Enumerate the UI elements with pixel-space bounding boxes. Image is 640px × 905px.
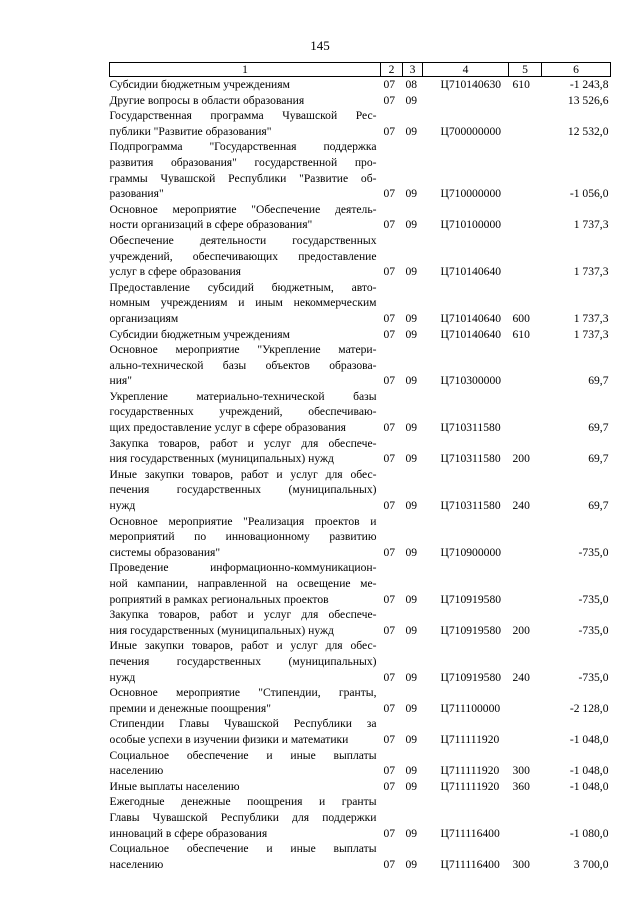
cell-c3: 08: [405, 78, 418, 91]
cell-c6: -1 080,0: [569, 826, 609, 840]
cell-c3: 09: [405, 701, 418, 715]
row-name: Основное мероприятие "Укрепление матери- ально-технической базы объектов образова- ния": [109, 343, 377, 388]
cell-c5: 600: [512, 311, 530, 325]
cell-c6: 13 526,6: [567, 93, 609, 107]
cell-c3: 09: [405, 623, 418, 637]
header-col-2: 2: [381, 63, 403, 77]
row-name: Субсидии бюджетным учреждениям: [109, 327, 290, 341]
cell-c5: 300: [512, 857, 530, 871]
cell-c6: -735,0: [578, 670, 609, 684]
cell-c5: 240: [512, 670, 530, 684]
cell-c5: 300: [512, 764, 530, 778]
table-row: [110, 607, 611, 638]
cell-c3: 09: [405, 421, 418, 435]
cell-c2: 07: [383, 857, 396, 871]
header-col-3: 3: [403, 63, 423, 77]
table-row: [110, 514, 611, 561]
cell-c4: Ц710140640: [440, 311, 502, 325]
cell-c6: -735,0: [578, 545, 609, 559]
cell-c2: 07: [383, 265, 396, 279]
cell-c4: Ц710311580: [440, 499, 501, 513]
cell-c3: 09: [405, 187, 418, 201]
cell-c5: 200: [512, 452, 530, 466]
row-name: Укрепление материально-технической базы государственных учреждений, обеспечиваю- щих предоставление услуг в сфере образования: [109, 389, 377, 435]
table-row: [110, 560, 611, 607]
table-row: [110, 77, 611, 93]
header-col-5: 5: [509, 63, 542, 77]
row-name: Обеспечение деятельности государственных учреждений, обеспечивающих предоставление услуг в сфере образования: [109, 233, 377, 279]
cell-c2: 07: [383, 732, 396, 746]
cell-c3: 09: [405, 452, 418, 466]
table-row: [110, 748, 611, 779]
cell-c4: Ц710919580: [440, 623, 502, 637]
cell-c2: 07: [383, 93, 396, 107]
cell-c4: Ц710140630: [440, 78, 502, 91]
cell-c3: 09: [405, 857, 418, 871]
cell-c6: 69,7: [588, 452, 609, 466]
table-body: [110, 77, 611, 873]
cell-c2: 07: [383, 826, 396, 840]
cell-c5: [509, 342, 542, 389]
cell-c6: -2 128,0: [569, 701, 609, 715]
cell-c2: 07: [383, 218, 396, 232]
cell-c2: 07: [383, 670, 396, 684]
table-row: [110, 233, 611, 280]
row-name: Подпрограмма "Государственная поддержка развития образования" государственной про- граммы Чувашской Республики "Развитие об- разования": [109, 140, 377, 201]
cell-c4: Ц710300000: [440, 374, 502, 388]
cell-c5: [509, 794, 542, 841]
cell-c2: 07: [383, 545, 396, 559]
row-name: Государственная программа Чувашской Рес- публики "Развитие образования": [109, 109, 377, 138]
table-row: [110, 779, 611, 795]
header-col-6: 6: [542, 63, 611, 77]
row-name: Иные закупки товаров, работ и услуг для обес- печения государственных (муниципальных) нужд: [109, 467, 377, 513]
cell-c4: Ц710140640: [440, 265, 502, 279]
cell-c4: Ц711111920: [440, 779, 500, 793]
table-row: [110, 436, 611, 467]
cell-c5: 610: [512, 78, 530, 91]
row-name: Проведение информационно-коммуникацион- ной кампании, направленной на освещение ме- роприятий в рамках региональных проектов: [109, 561, 377, 606]
cell-c6: -1 048,0: [569, 779, 609, 793]
cell-c6: 1 737,3: [573, 218, 609, 232]
cell-c2: 07: [383, 124, 396, 138]
table-header: [110, 63, 611, 77]
cell-c4: Ц710140640: [440, 327, 502, 341]
cell-c4: Ц710900000: [440, 545, 502, 559]
cell-c3: 09: [405, 218, 418, 232]
cell-c6: 1 737,3: [573, 311, 609, 325]
cell-c2: 07: [383, 701, 396, 715]
cell-c6: -1 048,0: [569, 732, 609, 746]
cell-c5: [509, 514, 542, 561]
cell-c4: Ц711116400: [440, 857, 500, 871]
cell-c3: 09: [405, 592, 418, 606]
cell-c4: Ц711100000: [440, 701, 501, 715]
cell-c2: 07: [383, 779, 396, 793]
cell-c5: [509, 560, 542, 607]
cell-c5: 360: [512, 779, 530, 793]
cell-c4: Ц711116400: [440, 826, 500, 840]
cell-c2: 07: [383, 764, 396, 778]
cell-c2: 07: [383, 421, 396, 435]
table-row: [110, 280, 611, 327]
row-name: Субсидии бюджетным учреждениям: [109, 78, 290, 91]
cell-c6: -735,0: [578, 592, 609, 606]
cell-c5: 240: [512, 499, 530, 513]
cell-c3: 09: [405, 93, 418, 107]
cell-c4: Ц700000000: [440, 124, 502, 138]
cell-c4: Ц711111920: [440, 732, 500, 746]
cell-c3: 09: [405, 499, 418, 513]
row-name: Стипендии Главы Чувашской Республики за особые успехи в изучении физики и математики: [109, 717, 377, 746]
row-name: Закупка товаров, работ и услуг для обеспече- ния государственных (муниципальных) нужд: [109, 608, 377, 637]
cell-c3: 09: [405, 670, 418, 684]
cell-c2: 07: [383, 623, 396, 637]
cell-c6: -1 243,8: [569, 78, 609, 91]
cell-c6: 3 700,0: [573, 857, 609, 871]
cell-c5: 610: [512, 327, 530, 341]
cell-c3: 09: [405, 124, 418, 138]
cell-c5: 200: [512, 623, 530, 637]
cell-c3: 09: [405, 265, 418, 279]
row-name: Ежегодные денежные поощрения и гранты Главы Чувашской Республики для поддержки инноваций в сфере образования: [109, 795, 377, 840]
row-name: Основное мероприятие "Обеспечение деятель- ности организаций в сфере образования": [109, 202, 377, 232]
cell-c6: -1 056,0: [569, 187, 609, 201]
cell-c4: Ц710919580: [440, 592, 502, 606]
cell-c2: 07: [383, 187, 396, 201]
table-row: [110, 794, 611, 841]
cell-c6: -1 048,0: [569, 764, 609, 778]
row-name: Другие вопросы в области образования: [109, 93, 305, 107]
cell-c5: [509, 685, 542, 716]
cell-c2: 07: [383, 327, 396, 341]
cell-c4: Ц710000000: [440, 187, 502, 201]
header-col-4: 4: [423, 63, 509, 77]
cell-c3: 09: [405, 764, 418, 778]
row-name: Иные выплаты населению: [109, 779, 240, 793]
cell-c3: 09: [405, 779, 418, 793]
row-name: Закупка товаров, работ и услуг для обеспече- ния государственных (муниципальных) нужд: [109, 436, 377, 466]
budget-table: [109, 62, 611, 872]
cell-c4: Ц710100000: [440, 218, 502, 232]
table-row: [110, 93, 611, 109]
cell-c5: [509, 716, 542, 747]
cell-c5: [509, 233, 542, 280]
cell-c3: 09: [405, 826, 418, 840]
cell-c6: -735,0: [578, 623, 609, 637]
cell-c3: 09: [405, 732, 418, 746]
row-name: Основное мероприятие "Стипендии, гранты, премии и денежные поощрения": [109, 686, 377, 715]
cell-c2: 07: [383, 78, 396, 91]
table-row: [110, 389, 611, 436]
table-row: [110, 716, 611, 747]
cell-c6: 1 737,3: [573, 265, 609, 279]
cell-c2: 07: [383, 592, 396, 606]
cell-c5: [509, 202, 542, 233]
cell-c4: Ц710311580: [440, 452, 501, 466]
row-name: Иные закупки товаров, работ и услуг для обес- печения государственных (муниципальных) нужд: [109, 639, 377, 684]
row-name: Социальное обеспечение и иные выплаты населению: [109, 748, 377, 778]
page-number: 145: [310, 38, 330, 53]
table-row: [110, 202, 611, 233]
cell-c5: [509, 139, 542, 201]
cell-c5: [509, 93, 542, 109]
cell-c4: Ц711111920: [440, 764, 500, 778]
cell-c4: [423, 93, 509, 109]
cell-c3: 09: [405, 374, 418, 388]
cell-c6: 69,7: [588, 499, 609, 513]
table-row: [110, 108, 611, 139]
cell-c2: 07: [383, 452, 396, 466]
cell-c6: 69,7: [588, 374, 609, 388]
header-col-1: 1: [110, 63, 381, 77]
cell-c4: Ц710919580: [440, 670, 502, 684]
table-row: [110, 467, 611, 514]
row-name: Основное мероприятие "Реализация проектов и мероприятий по инновационному развитию системы образования": [109, 514, 377, 559]
cell-c5: [509, 389, 542, 436]
table-row: [110, 685, 611, 716]
table-row: [110, 841, 611, 872]
cell-c6: 69,7: [588, 421, 609, 435]
cell-c3: 09: [405, 545, 418, 559]
row-name: Предоставление субсидий бюджетным, авто- номным учреждениям и иным некоммерческим организациям: [109, 280, 377, 325]
cell-c6: 1 737,3: [573, 327, 609, 341]
table-row: [110, 139, 611, 201]
cell-c4: Ц710311580: [440, 421, 501, 435]
cell-c3: 09: [405, 311, 418, 325]
cell-c2: 07: [383, 499, 396, 513]
row-name: Социальное обеспечение и иные выплаты населению: [109, 842, 377, 871]
table-row: [110, 638, 611, 685]
cell-c5: [509, 108, 542, 139]
cell-c2: 07: [383, 374, 396, 388]
cell-c6: 12 532,0: [567, 124, 609, 138]
cell-c3: 09: [405, 327, 418, 341]
table-row: [110, 327, 611, 343]
cell-c2: 07: [383, 311, 396, 325]
table-row: [110, 342, 611, 389]
